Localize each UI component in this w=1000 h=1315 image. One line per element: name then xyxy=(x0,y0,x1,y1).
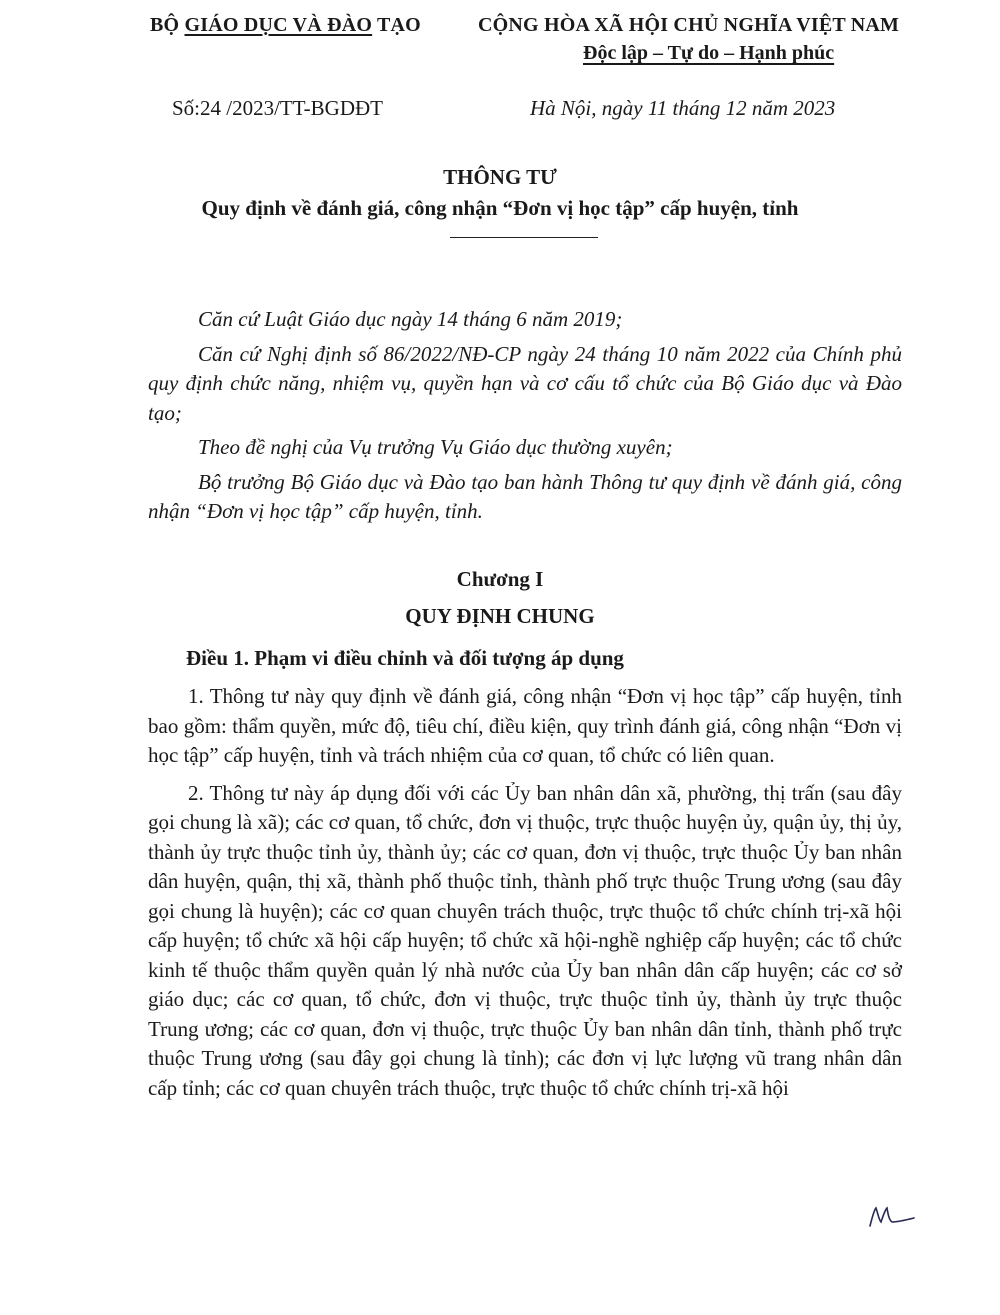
document-subject: Quy định về đánh giá, công nhận “Đơn vị học tập” cấp huyện, tỉnh xyxy=(201,196,799,220)
place-and-date: Hà Nội, ngày 11 tháng 12 năm 2023 xyxy=(530,96,836,120)
preamble-line: Căn cứ Luật Giáo dục ngày 14 tháng 6 năm 2019; xyxy=(198,307,623,331)
title-divider xyxy=(450,237,598,238)
agency-part-3: TẠO xyxy=(372,14,421,36)
document-type: THÔNG TƯ xyxy=(443,165,557,189)
national-motto: Độc lập – Tự do – Hạnh phúc xyxy=(583,42,835,64)
article-heading: Điều 1. Phạm vi điều chỉnh và đối tượng áp dụng xyxy=(186,646,624,670)
preamble-line: Căn cứ Nghị định số 86/2022/NĐ-CP ngày 24 tháng 10 năm 2022 của Chính phủ quy định chức năng, nhiệm vụ, quyền hạn và cơ cấu tổ chức của Bộ Giáo dục và Đào tạo; xyxy=(148,341,902,425)
chapter-title: QUY ĐỊNH CHUNG xyxy=(405,604,595,628)
article-clauses xyxy=(148,682,902,1103)
document-number: Số:24 /2023/TT-BGDĐT xyxy=(172,96,383,120)
chapter-number: Chương I xyxy=(456,567,544,591)
preamble xyxy=(148,305,902,527)
agency-part-1: BỘ xyxy=(150,14,185,36)
national-title: CỘNG HÒA XÃ HỘI CHỦ NGHĨA VIỆT NAM xyxy=(478,14,900,36)
clause: 2. Thông tư này áp dụng đối với các Ủy ban nhân dân xã, phường, thị trấn (sau đây gọi chung là xã); các cơ quan, tổ chức, đơn vị thuộc, trực thuộc huyện ủy, quận ủy, thị ủy, thành ủy trực thuộc tỉnh ủy, thành ủy; các cơ quan, đơn vị thuộc, trực thuộc Ủy ban nhân dân huyện, quận, thị xã, thành phố thuộc tỉnh, thành phố trực thuộc Trung ương (sau đây gọi chung là huyện); các cơ quan chuyên trách thuộc, trực thuộc tổ chức chính trị-xã hội cấp huyện; tổ chức xã hội cấp huyện; tổ chức xã hội-nghề nghiệp cấp huyện; các tổ chức kinh tế thuộc thẩm quyền quản lý nhà nước của Ủy ban nhân dân cấp huyện; các cơ sở giáo dục; các cơ quan, tổ chức, đơn vị thuộc, trực thuộc tỉnh ủy, thành ủy trực thuộc Trung ương; các cơ quan, đơn vị thuộc, trực thuộc Ủy ban nhân dân tỉnh, thành phố trực thuộc Trung ương (sau đây gọi chung là tỉnh); các đơn vị lực lượng vũ trang nhân dân cấp tỉnh; các cơ quan chuyên trách thuộc, trực thuộc tổ chức chính trị-xã hội xyxy=(148,780,902,1100)
preamble-line: Bộ trưởng Bộ Giáo dục và Đào tạo ban hành Thông tư quy định về đánh giá, công nhận “Đơn vị học tập” cấp huyện, tỉnh. xyxy=(148,469,902,523)
issuing-agency xyxy=(150,14,421,37)
handwritten-initial-icon xyxy=(866,1200,918,1232)
preamble-line: Theo đề nghị của Vụ trưởng Vụ Giáo dục thường xuyên; xyxy=(198,435,673,459)
agency-part-2: GIÁO DỤC VÀ ĐÀO xyxy=(184,14,373,36)
clause: 1. Thông tư này quy định về đánh giá, công nhận “Đơn vị học tập” cấp huyện, tỉnh bao gồm: thẩm quyền, mức độ, tiêu chí, điều kiện, quy trình đánh giá, công nhận “Đơn vị học tập” cấp huyện, tỉnh và trách nhiệm của cơ quan, tổ chức có liên quan. xyxy=(148,684,902,767)
